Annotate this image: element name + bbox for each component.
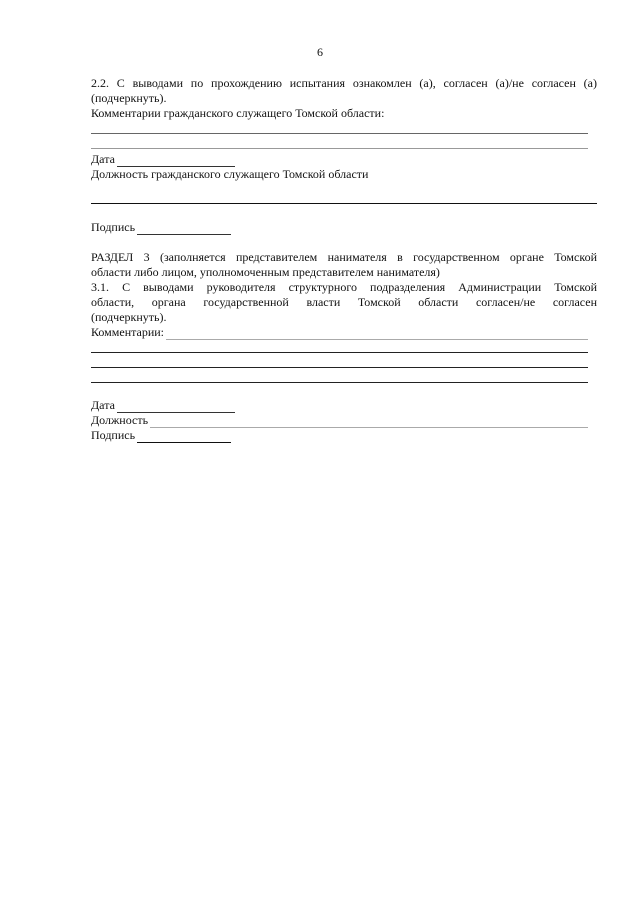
employer-comment-line-1[interactable] xyxy=(91,352,588,353)
employee-position-line[interactable] xyxy=(91,203,597,204)
employer-comments-field xyxy=(91,325,597,340)
employer-date-field xyxy=(91,398,597,413)
employer-position-line[interactable] xyxy=(150,416,588,428)
employer-comment-line-0[interactable] xyxy=(166,328,588,340)
employee-position-label: Должность гражданского служащего Томской области xyxy=(91,167,369,181)
item-2-2-line2: (подчеркнуть). xyxy=(91,91,167,105)
item-3-1-line2: области, органа государственной власти Томской области согласен/не согласен xyxy=(91,295,597,309)
section3-heading-line2: области либо лицом, уполномоченным представителем нанимателя) xyxy=(91,265,440,279)
page-number: 6 xyxy=(317,45,323,59)
employee-comments-label: Комментарии гражданского служащего Томской области: xyxy=(91,106,385,120)
employer-date-label: Дата xyxy=(91,398,115,412)
employer-signature-line[interactable] xyxy=(137,431,231,443)
employer-position-field xyxy=(91,413,597,428)
item-3-1-line3: (подчеркнуть). xyxy=(91,310,167,324)
employer-comments-label: Комментарии: xyxy=(91,325,165,339)
employee-date-label: Дата xyxy=(91,152,115,166)
employer-comment-line-2[interactable] xyxy=(91,367,588,368)
employer-position-label: Должность xyxy=(91,413,149,427)
document-body xyxy=(91,76,597,443)
employee-comment-line-2[interactable] xyxy=(91,148,588,149)
employee-signature-field xyxy=(91,220,597,235)
employee-comment-line-1[interactable] xyxy=(91,133,588,134)
employer-signature-label: Подпись xyxy=(91,428,136,442)
item-3-1-line1: 3.1. С выводами руководителя структурного подразделения Администрации Томской xyxy=(91,280,597,294)
employee-signature-label: Подпись xyxy=(91,220,136,234)
employee-date-field xyxy=(91,152,597,167)
employer-comment-line-3[interactable] xyxy=(91,382,588,383)
section3-heading-line1: РАЗДЕЛ 3 (заполняется представителем нанимателя в государственном органе Томской xyxy=(91,250,597,264)
employee-date-line[interactable] xyxy=(117,155,235,167)
item-2-2-line1: 2.2. С выводами по прохождению испытания ознакомлен (а), согласен (а)/не согласен (а) xyxy=(91,76,597,90)
employer-signature-field xyxy=(91,428,597,443)
employer-date-line[interactable] xyxy=(117,401,235,413)
employee-signature-line[interactable] xyxy=(137,223,231,235)
